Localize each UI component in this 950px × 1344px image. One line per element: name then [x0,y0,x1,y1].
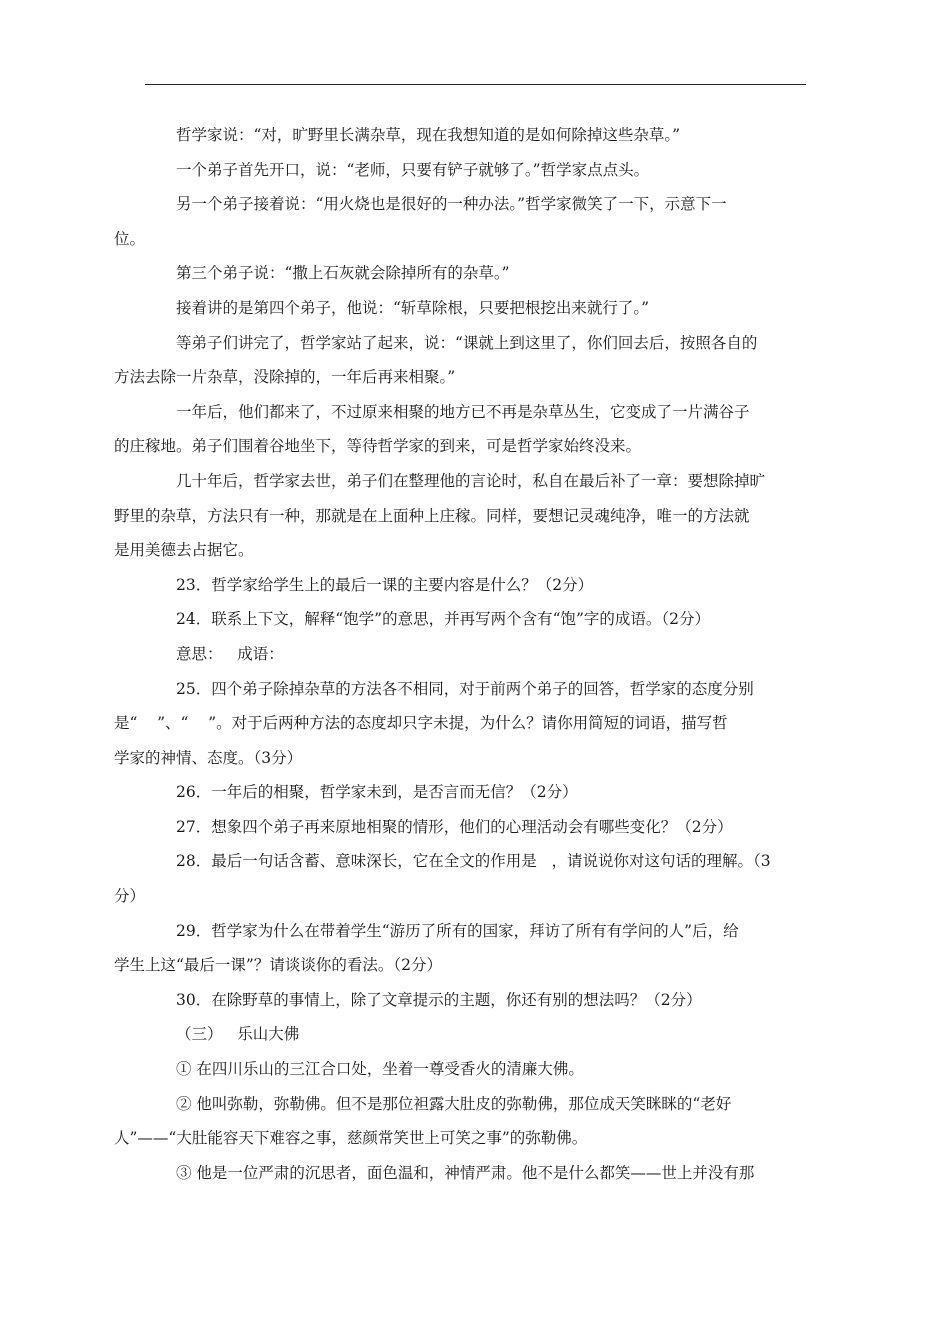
text-line: 等弟子们讲完了，哲学家站了起来，说：“课就上到这里了，你们回去后，按照各自的 [176,333,758,352]
text-line: 几十年后，哲学家去世，弟子们在整理他的言论时，私自在最后补了一章：要想除掉旷 [176,471,766,490]
text-line: ③ 他是一位严肃的沉思者，面色温和，神情严肃。他不是什么都笑——世上并没有那 [176,1163,755,1182]
question-26 [145,775,806,810]
question-25 [114,672,806,776]
text-line: 是用美德去占据它。 [114,541,254,560]
text-line: 人”——“大肚能容天下难容之事，慈颜常笑世上可笑之事”的弥勒佛。 [114,1129,588,1148]
question-30 [145,983,806,1018]
text-line: 接着讲的是第四个弟子，他说：“斩草除根，只要把根挖出来就行了。” [176,298,650,317]
text-line: 27．想象四个弟子再来原地相聚的情形，他们的心理活动会有哪些变化？（2分） [176,817,733,836]
text-line: 30．在除野草的事情上，除了文章提示的主题，你还有别的想法吗？（2分） [176,990,702,1009]
text-line: ① 在四川乐山的三江合口处，坐着一尊受香火的清廉大佛。 [176,1060,584,1079]
text-line: 位。 [114,229,146,248]
text-line: 方法去除一片杂草，没除掉的，一年后再来相聚。” [114,368,456,387]
text-line: 学家的神情、态度。（3分） [114,748,303,767]
text-line: 学生上这“最后一课”？请谈谈你的看法。（2分） [114,956,442,975]
text-line: 另一个弟子接着说：“用火烧也是很好的一种办法。”哲学家微笑了一下，示意下一 [176,195,727,214]
paragraph-second-disciple [114,187,806,256]
paragraph-fourth-disciple [145,291,806,326]
text-line: ② 他叫弥勒，弥勒佛。但不是那位袒露大肚皮的弥勒佛，那位成天笑眯眯的“老好 [176,1094,732,1113]
passage-paragraph-3 [145,1156,806,1191]
paragraph-first-disciple [145,153,806,188]
text-line: 一个弟子首先开口，说：“老师，只要有铲子就够了。”哲学家点点头。 [176,160,650,179]
text-line: 23．哲学家给学生上的最后一课的主要内容是什么？（2分） [176,575,594,594]
question-27 [145,810,806,845]
passage-paragraph-2 [114,1087,806,1156]
text-line: 26．一年后的相聚，哲学家未到，是否言而无信？（2分） [176,783,578,802]
question-28 [114,844,806,913]
question-24 [145,602,806,637]
text-line: 一年后，他们都来了，不过原来相聚的地方已不再是杂草丛生，它变成了一片满谷子 [176,402,750,421]
paragraph-third-disciple [145,256,806,291]
header-rule [145,84,806,85]
text-line: 24．联系上下文，解释“饱学”的意思，并再写两个含有“饱”字的成语。（2分） [176,610,711,629]
text-line: 哲学家说：“对，旷野里长满杂草，现在我想知道的是如何除掉这些杂草。” [176,126,681,144]
paragraph-philosopher-speech [145,118,806,153]
text-line: 野里的杂草，方法只有一种，那就是在上面种上庄稼。同样，要想记灵魂纯净，唯一的方法就 [114,506,750,525]
text-line: 25．四个弟子除掉杂草的方法各不相同，对于前两个弟子的回答，哲学家的态度分别 [176,679,754,698]
text-line: 分） [114,887,146,906]
question-29 [114,914,806,983]
passage-paragraph-1 [145,1052,806,1087]
text-line: 是“ ”、“ ”。对于后两种方法的态度却只字未提，为什么？请你用简短的词语，描写哲 [114,714,728,733]
paragraph-one-year-later [114,395,806,464]
question-23 [145,568,806,603]
text-line: 意思： 成语： [176,644,284,663]
paragraph-decades-later [114,464,806,568]
document-body [114,118,806,1190]
paragraph-class-over [114,326,806,395]
text-line: 的庄稼地。弟子们围着谷地坐下，等待哲学家的到来，可是哲学家始终没来。 [114,437,642,456]
section-heading-leshan-buddha [145,1017,806,1052]
text-line: 29．哲学家为什么在带着学生“游历了所有的国家，拜访了所有有学问的人”后，给 [176,921,739,940]
text-line: （三） 乐山大佛 [176,1025,300,1044]
text-line: 28．最后一句话含蓄、意味深长，它在全文的作用是 ，请说说你对这句话的理解。（3 [176,852,771,871]
text-line: 第三个弟子说：“撒上石灰就会除掉所有的杂草。” [176,264,510,283]
answer-line-24 [145,637,806,672]
